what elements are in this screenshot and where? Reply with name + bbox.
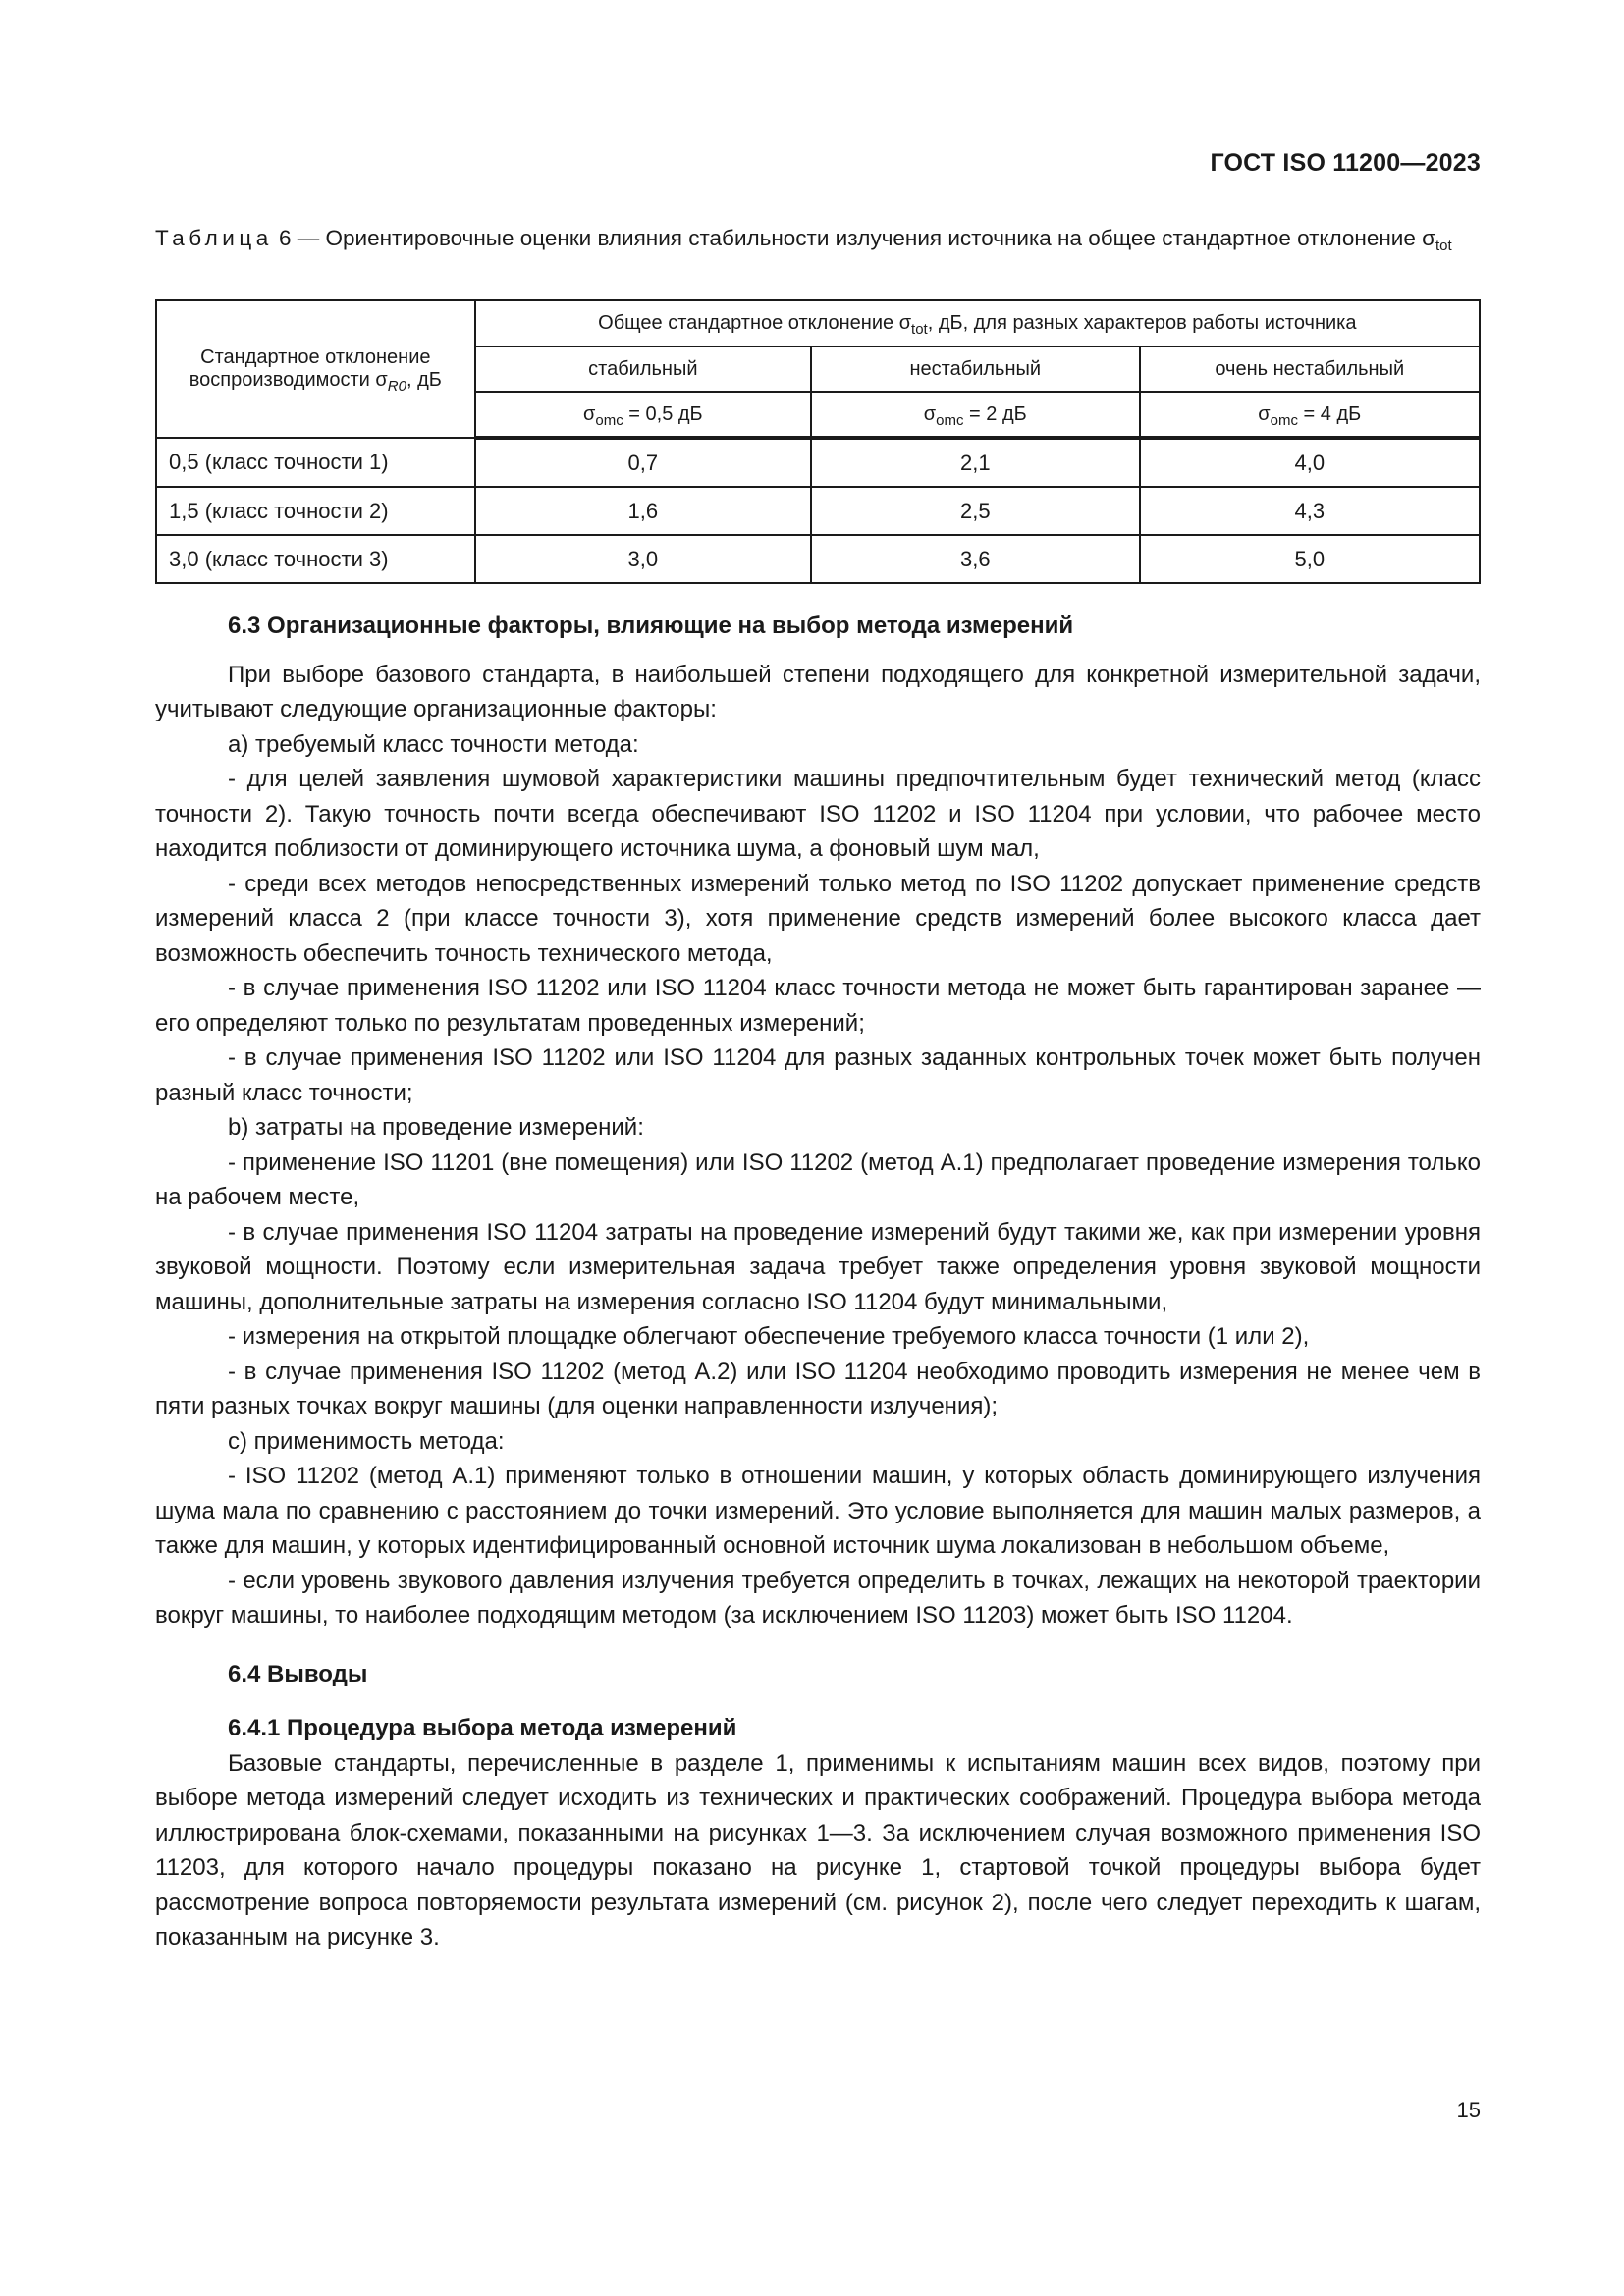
page-number: 15 [1456,2098,1481,2122]
table-cell: 5,0 [1140,535,1480,583]
omc-header-value: = 4 дБ [1297,402,1362,425]
list-item: - в случае применения ISO 11204 затраты на проведение измерений будут такими же, как при измерении уровня звуковой мощности. Поэтому если измерительная задача требует также определения уровня звуковой мощности машины, дополнительные затраты на измерения согласно ISO 11204 будут минимальными, [155,1218,1481,1315]
table-cell: 3,0 [475,535,811,583]
group-header-text: Общее стандартное отклонение σ [598,312,912,334]
subheader-very-unstable: очень нестабильный [1140,347,1480,392]
list-item: - в случае применения ISO 11202 или ISO 11204 класс точности метода не может быть гарантирован заранее — его определяют только по результатам проведенных измерений; [155,975,1481,1037]
table-row [156,438,1480,487]
omc-header-unstable [811,392,1139,438]
row-label: 0,5 (класс точности 1) [156,438,475,487]
table-cell: 0,7 [475,438,811,487]
table-caption-word: Таблица [155,226,273,250]
list-item: - в случае применения ISO 11202 (метод А.2) или ISO 11204 необходимо проводить измерения не менее чем в пяти разных точках вокруг машины (для оценки направленности излучения); [155,1358,1481,1419]
omc-header-very-unstable [1140,392,1480,438]
column-header-reproducibility-subscript: R0 [387,378,406,395]
subheader-unstable: нестабильный [811,347,1139,392]
row-label: 1,5 (класс точности 2) [156,487,475,535]
paragraph: При выборе базового стандарта, в наибольшей степени подходящего для конкретной измерительной задачи, учитывают следующие организационные факторы: [155,661,1481,722]
paragraph: Базовые стандарты, перечисленные в разделе 1, применимы к испытаниям машин всех видов, поэтому при выборе метода измерений следует исходить из технических и практических соображений. Процедура выбора метода иллюстрирована блок-схемами, показанными на рисунках 1—3. За исключением случая возможного применения ISO 11203, для которого начало процедуры показано на рисунке 1, стартовой точкой процедуры выбора будет рассмотрение вопроса повторяемости результата измерений (см. рисунок 2), после чего следует переходить к шагам, показанным на рисунке 3. [155,1749,1481,1950]
omc-header-value: = 0,5 дБ [623,402,703,425]
table-6 [155,299,1481,584]
document-id-header: ГОСТ ISO 11200—2023 [1210,149,1481,177]
group-header-tail: , дБ, для разных характеров работы источника [927,312,1357,334]
main-text [155,609,1481,1955]
table-cell: 4,3 [1140,487,1480,535]
omc-header-subscript: omc [595,411,623,429]
table-row [156,487,1480,535]
table-caption [155,224,1481,253]
list-heading-b: b) затраты на проведение измерений: [228,1114,644,1141]
list-item: - измерения на открытой площадке облегчают обеспечение требуемого класса точности (1 или 2), [228,1323,1310,1350]
list-heading-a: a) требуемый класс точности метода: [228,730,639,758]
list-item: - для целей заявления шумовой характеристики машины предпочтительным будет технический метод (класс точности 2). Такую точность почти всегда обеспечивают ISO 11202 и ISO 11204 при условии, что рабочее место находится поблизости от доминирующего источника шума, а фоновый шум мал, [155,766,1481,862]
omc-header-subscript: omc [1270,411,1298,429]
table-caption-text: — Ориентировочные оценки влияния стабильности излучения источника на общее стандартное отклонение σ [291,226,1436,250]
table-cell: 1,6 [475,487,811,535]
omc-header-stable [475,392,811,438]
table-cell: 4,0 [1140,438,1480,487]
table-header-row-1 [156,300,1480,347]
list-item: - ISO 11202 (метод А.1) применяют только в отношении машин, у которых область доминирующего излучения шума мала по сравнению с расстоянием до точки измерений. Это условие выполняется для машин малых размеров, а также для машин, у которых идентифицированный основной источник шума локализован в небольшом объеме, [155,1463,1481,1559]
column-header-reproducibility-unit: , дБ [406,369,442,391]
list-item: - среди всех методов непосредственных измерений только метод по ISO 11202 допускает применение средств измерений класса 2 (при классе точности 3), хотя применение средств измерений более высокого класса дает возможность обеспечить точность технического метода, [155,870,1481,967]
table-cell: 3,6 [811,535,1139,583]
column-header-reproducibility [156,300,475,438]
group-header-total-deviation [475,300,1480,347]
list-item: - если уровень звукового давления излучения требуется определить в точках, лежащих на некоторой траектории вокруг машины, то наиболее подходящим методом (за исключением ISO 11203) может быть ISO 11204. [155,1567,1481,1629]
row-label: 3,0 (класс точности 3) [156,535,475,583]
table-cell: 2,5 [811,487,1139,535]
omc-header-value: = 2 дБ [963,402,1027,425]
omc-header-symbol: σ [583,402,596,425]
omc-header-subscript: omc [936,411,964,429]
list-heading-c: c) применимость метода: [228,1427,505,1455]
section-heading-6-4: 6.4 Выводы [228,1660,368,1687]
omc-header-symbol: σ [923,402,937,425]
group-header-subscript: tot [911,321,928,338]
omc-header-symbol: σ [1258,402,1271,425]
table-cell: 2,1 [811,438,1139,487]
table-caption-number: 6 [279,226,292,250]
list-item: - в случае применения ISO 11202 или ISO 11204 для разных заданных контрольных точек может быть получен разный класс точности; [155,1044,1481,1106]
section-heading-6-3: 6.3 Организационные факторы, влияющие на выбор метода измерений [228,613,1074,639]
subheader-stable: стабильный [475,347,811,392]
section-heading-6-4-1: 6.4.1 Процедура выбора метода измерений [228,1715,737,1741]
list-item: - применение ISO 11201 (вне помещения) или ISO 11202 (метод А.1) предполагает проведение измерения только на рабочем месте, [155,1148,1481,1210]
column-header-reproducibility-text: Стандартное отклонение воспроизводимости σ [189,347,431,391]
table-row [156,535,1480,583]
table-caption-subscript: tot [1435,238,1452,254]
